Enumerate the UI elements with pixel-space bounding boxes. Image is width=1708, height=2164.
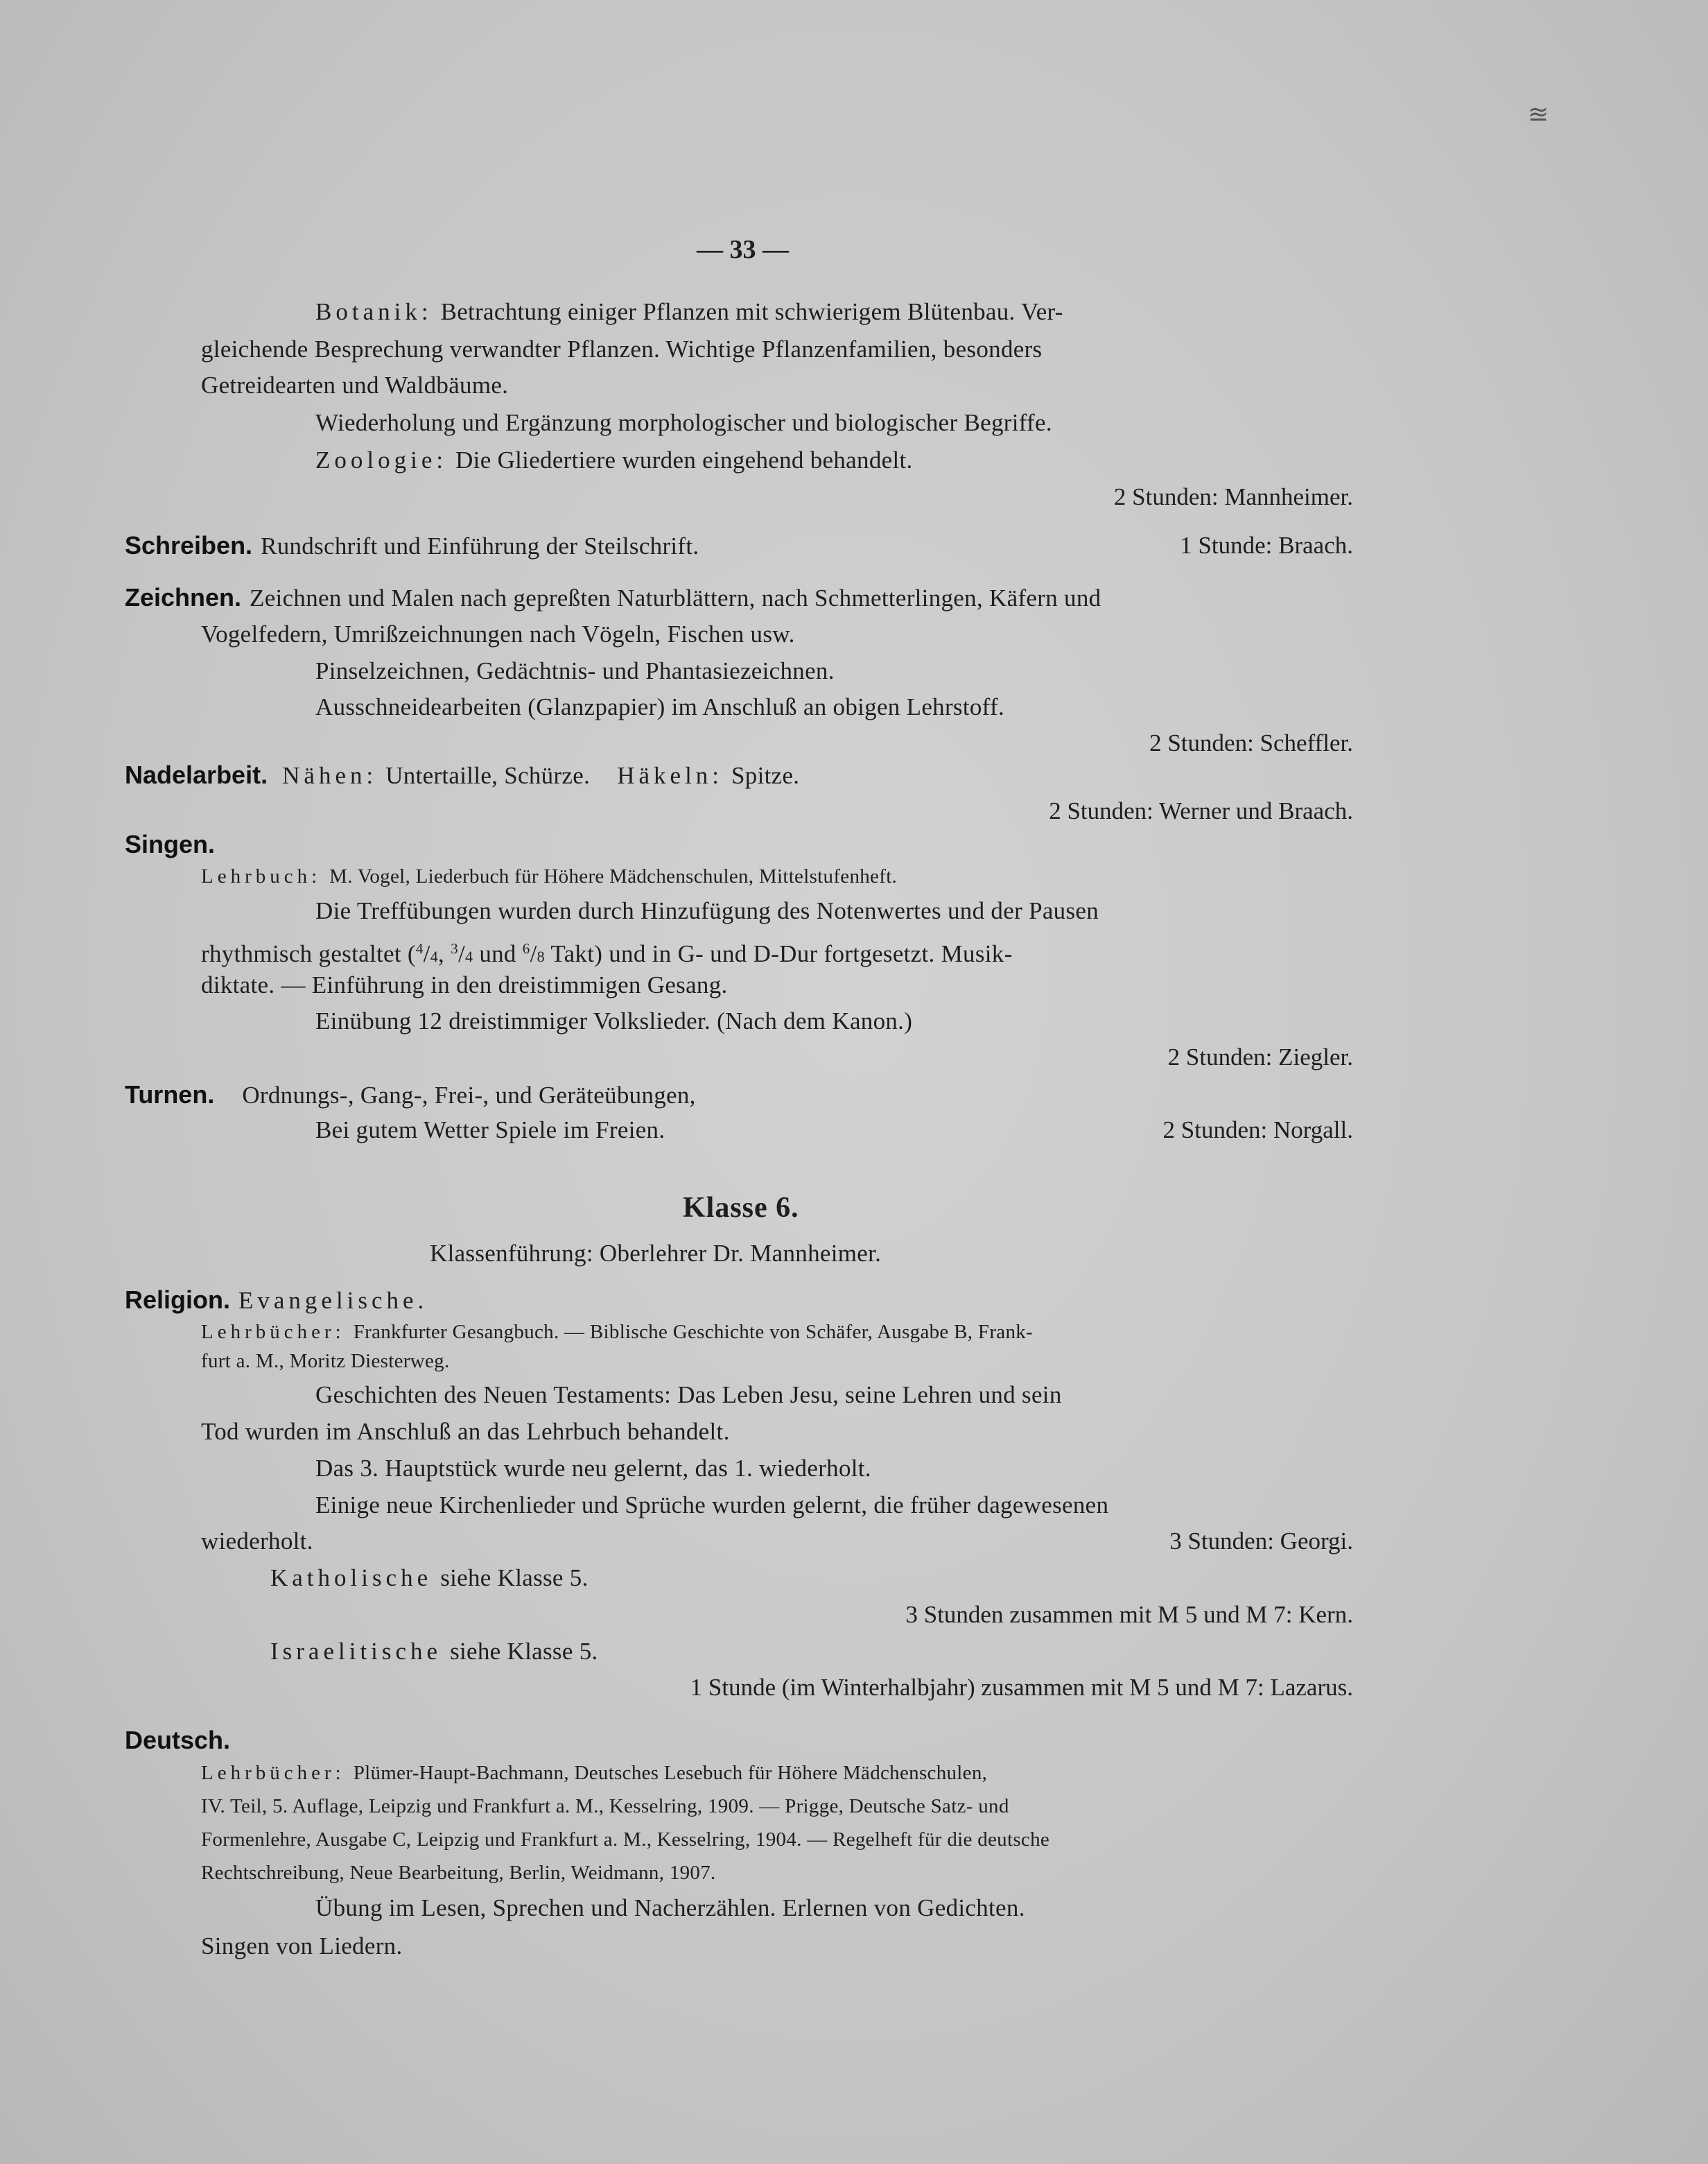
katholisch-label: Katholische xyxy=(270,1564,433,1591)
schreiben-text: Rundschrift und Einführung der Steilschrift. xyxy=(261,533,699,560)
turnen-line-1 xyxy=(125,1080,696,1111)
singen-line-2-b: Takt) und in G- und D-Dur fortgesetzt. Musik- xyxy=(550,940,1013,967)
turnen-line-2: Bei gutem Wetter Spiele im Freien. xyxy=(315,1116,665,1143)
zeichnen-heading: Zeichnen. xyxy=(125,583,242,612)
singen-line-2-a: rhythmisch gestaltet ( xyxy=(201,940,416,967)
zoologie-label: Zoologie: xyxy=(315,447,448,474)
religion-line xyxy=(125,1285,428,1316)
klassenfuehrung: Klassenführung: Oberlehrer Dr. Mannheimer. xyxy=(430,1240,882,1267)
singen-lehrbuch-line xyxy=(201,863,897,890)
singen-lehrbuch-label: Lehrbuch: xyxy=(201,865,322,888)
singen-line-2: rhythmisch gestaltet ($^4$/4, $^3$/4 und $^6$/8 Takt) und in G- und D-Dur fortgesetzt. Musik- xyxy=(201,940,1013,967)
katholisch-text: siehe Klasse 5. xyxy=(440,1564,589,1591)
singen-line-4: Einübung 12 dreistimmiger Volkslieder. (Nach dem Kanon.) xyxy=(315,1007,913,1035)
israelitisch-line xyxy=(270,1636,598,1667)
deutsch-lehrbuecher-line-3: Formenlehre, Ausgabe C, Leipzig und Frankfurt a. M., Kesselring, 1904. — Regelheft für die deutsche xyxy=(201,1828,1050,1851)
deutsch-lehrbuecher-label: Lehrbücher: xyxy=(201,1762,345,1784)
turnen-text-1: Ordnungs-, Gang-, Frei-, und Geräteübungen, xyxy=(242,1082,696,1109)
deutsch-line-2: Singen von Liedern. xyxy=(201,1932,403,1959)
frac1-num: 4 xyxy=(415,940,424,957)
zeichnen-line-1 xyxy=(125,582,1101,614)
religion-lehrbuecher-line-2: furt a. M., Moritz Diesterweg. xyxy=(201,1350,450,1372)
nadel-hours: 2 Stunden: Werner und Braach. xyxy=(1049,797,1353,824)
frac3-num: 6 xyxy=(522,940,530,957)
singen-hours: 2 Stunden: Ziegler. xyxy=(1167,1044,1353,1071)
naehen-label: Nähen: xyxy=(282,762,378,789)
frac1-den: 4 xyxy=(430,948,439,965)
schreiben-heading: Schreiben. xyxy=(125,531,253,560)
zoologie-line xyxy=(315,445,913,476)
deutsch-lehrbuecher-line-1 xyxy=(201,1760,987,1786)
deutsch-line-1: Übung im Lesen, Sprechen und Nacherzählen. Erlernen von Gedichten. xyxy=(315,1894,1025,1921)
religion-line-5: wiederholt. xyxy=(201,1527,313,1555)
deutsch-lehrbuecher-text: Plümer-Haupt-Bachmann, Deutsches Lesebuch für Höhere Mädchenschulen, xyxy=(353,1762,988,1784)
frac2-num: 3 xyxy=(451,940,458,957)
zeichnen-line-3: Pinselzeichnen, Gedächtnis- und Phantasiezeichnen. xyxy=(315,657,835,684)
turnen-hours: 2 Stunden: Norgall. xyxy=(1162,1116,1353,1143)
katholisch-line xyxy=(270,1563,589,1593)
turnen-heading: Turnen. xyxy=(125,1080,215,1109)
botanik-line-1 xyxy=(315,297,1063,327)
singen-line-3: diktate. — Einführung in den dreistimmigen Gesang. xyxy=(201,971,728,998)
naehen-text: Untertaille, Schürze. xyxy=(385,762,591,789)
evangelisch-label: Evangelische. xyxy=(238,1287,428,1314)
zeichnen-line-2: Vogelfedern, Umrißzeichnungen nach Vögeln, Fischen usw. xyxy=(201,621,795,648)
singen-heading: Singen. xyxy=(125,830,216,858)
religion-line-4: Einige neue Kirchenlieder und Sprüche wurden gelernt, die früher dagewesenen xyxy=(315,1491,1109,1518)
corner-mark: ≊ xyxy=(1527,101,1549,129)
natur-hours: 2 Stunden: Mannheimer. xyxy=(1113,483,1353,510)
page-number: — 33 — xyxy=(697,235,789,264)
religion-lehrbuecher-line-1 xyxy=(201,1319,1033,1345)
nadel-line xyxy=(125,760,799,791)
religion-lehrbuecher-text: Frankfurter Gesangbuch. — Biblische Geschichte von Schäfer, Ausgabe B, Frank- xyxy=(353,1321,1034,1343)
schreiben-line xyxy=(125,530,699,562)
deutsch-lehrbuecher-line-4: Rechtschreibung, Neue Bearbeitung, Berlin, Weidmann, 1907. xyxy=(201,1862,716,1884)
israelitisch-text: siehe Klasse 5. xyxy=(450,1638,598,1665)
singen-lehrbuch-text: M. Vogel, Liederbuch für Höhere Mädchenschulen, Mittelstufenheft. xyxy=(329,865,898,888)
religion-lehrbuecher-label: Lehrbücher: xyxy=(201,1321,345,1343)
haekeln-text: Spitze. xyxy=(731,762,800,789)
frac2-den: 4 xyxy=(464,948,473,965)
zeichnen-text: Zeichnen und Malen nach gepreßten Naturblättern, nach Schmetterlingen, Käfern und xyxy=(250,585,1101,612)
religion-ev-hours: 3 Stunden: Georgi. xyxy=(1169,1527,1353,1555)
religion-line-2: Tod wurden im Anschluß an das Lehrbuch behandelt. xyxy=(201,1418,730,1445)
botanik-text: Betrachtung einiger Pflanzen mit schwierigem Blütenbau. Ver- xyxy=(440,298,1063,325)
religion-heading: Religion. xyxy=(125,1286,230,1314)
katholisch-hours: 3 Stunden zusammen mit M 5 und M 7: Kern. xyxy=(905,1601,1353,1628)
schreiben-hours: 1 Stunde: Braach. xyxy=(1180,532,1353,559)
deutsch-heading: Deutsch. xyxy=(125,1726,231,1754)
religion-line-3: Das 3. Hauptstück wurde neu gelernt, das 1. wiederholt. xyxy=(315,1455,871,1482)
botanik-line-4: Wiederholung und Ergänzung morphologischer und biologischer Begriffe. xyxy=(315,409,1052,436)
zeichnen-hours: 2 Stunden: Scheffler. xyxy=(1149,729,1353,756)
religion-line-1: Geschichten des Neuen Testaments: Das Leben Jesu, seine Lehren und sein xyxy=(315,1381,1062,1408)
israelitisch-hours: 1 Stunde (im Winterhalbjahr) zusammen mit M 5 und M 7: Lazarus. xyxy=(690,1674,1353,1701)
botanik-label: Botanik: xyxy=(315,298,433,325)
nadel-heading: Nadelarbeit. xyxy=(125,761,268,789)
zoologie-text: Die Gliedertiere wurden eingehend behandelt. xyxy=(455,447,913,474)
zeichnen-line-4: Ausschneidearbeiten (Glanzpapier) im Anschluß an obigen Lehrstoff. xyxy=(315,693,1004,720)
singen-line-1: Die Treffübungen wurden durch Hinzufügung des Notenwertes und der Pausen xyxy=(315,897,1099,924)
haekeln-label: Häkeln: xyxy=(617,762,724,789)
klasse-6-title: Klasse 6. xyxy=(683,1192,799,1224)
botanik-line-3: Getreidearten und Waldbäume. xyxy=(201,372,509,399)
botanik-line-2: gleichende Besprechung verwandter Pflanzen. Wichtige Pflanzenfamilien, besonders xyxy=(201,336,1043,363)
deutsch-lehrbuecher-line-2: IV. Teil, 5. Auflage, Leipzig und Frankfurt a. M., Kesselring, 1909. — Prigge, Deutsche Satz- und xyxy=(201,1795,1009,1817)
frac3-den: 8 xyxy=(537,948,545,965)
israelitisch-label: Israelitische xyxy=(270,1638,442,1665)
